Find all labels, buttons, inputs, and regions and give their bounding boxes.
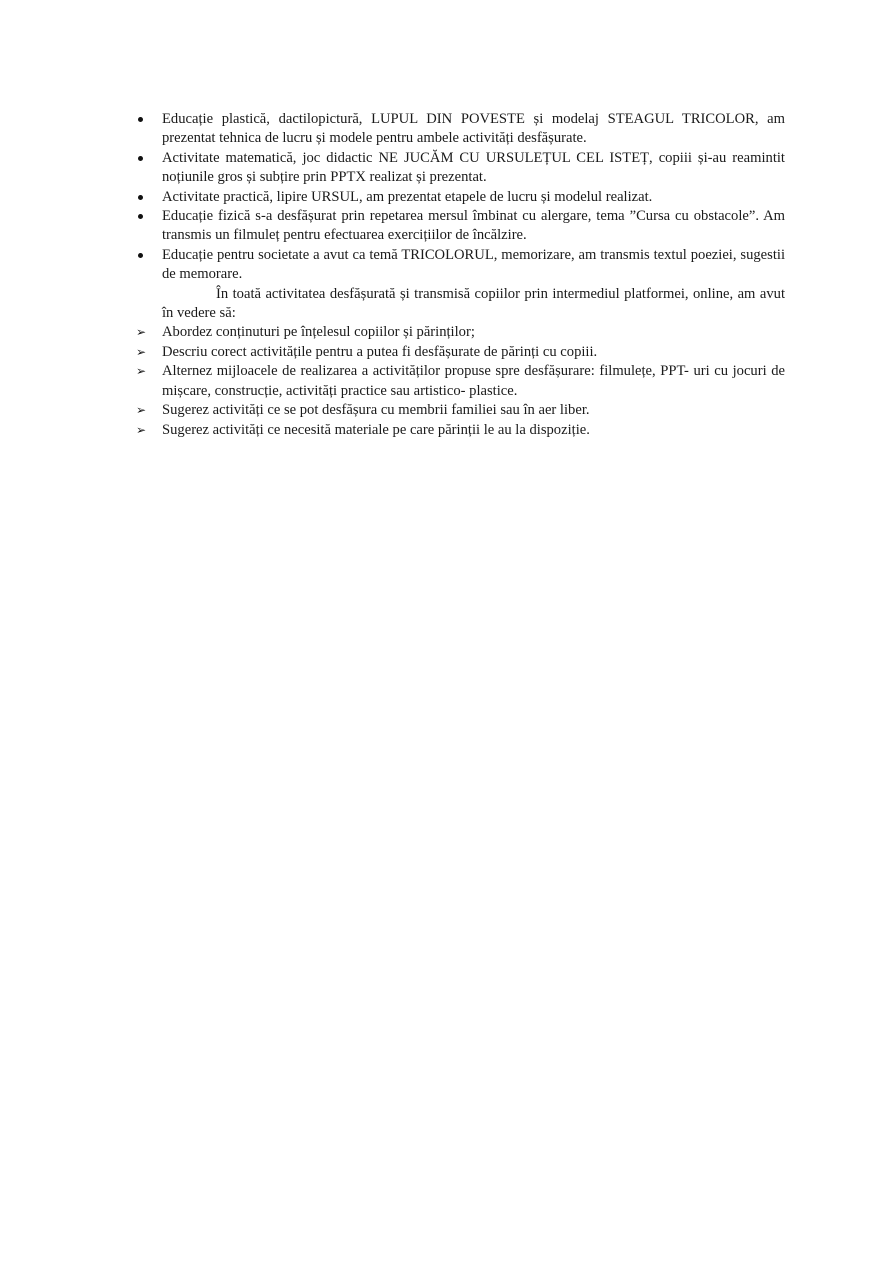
- list-item: [134, 246, 785, 285]
- list-item-text: Sugerez activități ce se pot desfășura cu membrii familiei sau în aer liber.: [162, 402, 590, 419]
- list-item-text: Alternez mijloacele de realizarea a activităților propuse spre desfășurare: filmulețe, PPT- uri cu jocuri de mișcare, construcție, activități practice sau artistico- plastice.: [162, 363, 785, 399]
- list-item-text: Educație fizică s-a desfășurat prin repetarea mersul îmbinat cu alergare, tema ”Cursa cu obstacole”. Am transmis un filmuleț pentru efectuarea exercițiilor de încălzire.: [162, 208, 785, 244]
- arrowhead-icon: ➢: [136, 403, 147, 418]
- list-item: [134, 401, 785, 420]
- list-item: [134, 323, 785, 342]
- list-item-text: Educație plastică, dactilopictură, LUPUL DIN POVESTE și modelaj STEAGUL TRICOLOR, am prezentat tehnica de lucru și modele pentru ambele activități desfășurate.: [162, 111, 785, 147]
- arrowhead-icon: ➢: [136, 325, 147, 340]
- list-item-text: Descriu corect activitățile pentru a putea fi desfășurate de părinți cu copiii.: [162, 343, 598, 360]
- arrowhead-icon: ➢: [136, 422, 147, 437]
- list-item: [134, 421, 785, 440]
- list-item: [134, 343, 785, 362]
- list-item: [134, 207, 785, 246]
- document-body: [134, 110, 785, 440]
- list-item: [134, 362, 785, 401]
- summary-paragraph: [134, 285, 785, 324]
- list-item-text: Activitate practică, lipire URSUL, am prezentat etapele de lucru și modelul realizat.: [162, 188, 653, 205]
- arrowhead-icon: ➢: [136, 364, 147, 379]
- list-item-text: Abordez conținuturi pe înțelesul copiilor și părinților;: [162, 324, 475, 341]
- activity-bullet-list: [134, 110, 785, 285]
- objectives-arrow-list: [134, 323, 785, 439]
- arrowhead-icon: ➢: [136, 344, 147, 359]
- list-item: [134, 188, 785, 207]
- list-item: [134, 149, 785, 188]
- summary-paragraph-text: În toată activitatea desfășurată și transmisă copiilor prin intermediul platformei, online, am avut în vedere să:: [162, 285, 785, 322]
- list-item: [134, 110, 785, 149]
- list-item-text: Activitate matematică, joc didactic NE JUCĂM CU URSULEȚUL CEL ISTEȚ, copiii și-au reamintit noțiunile gros și subțire prin PPTX realizat și prezentat.: [162, 149, 785, 186]
- list-item-text: Educație pentru societate a avut ca temă TRICOLORUL, memorizare, am transmis textul poeziei, sugestii de memorare.: [162, 246, 785, 283]
- list-item-text: Sugerez activități ce necesită materiale pe care părinții le au la dispoziție.: [162, 421, 590, 438]
